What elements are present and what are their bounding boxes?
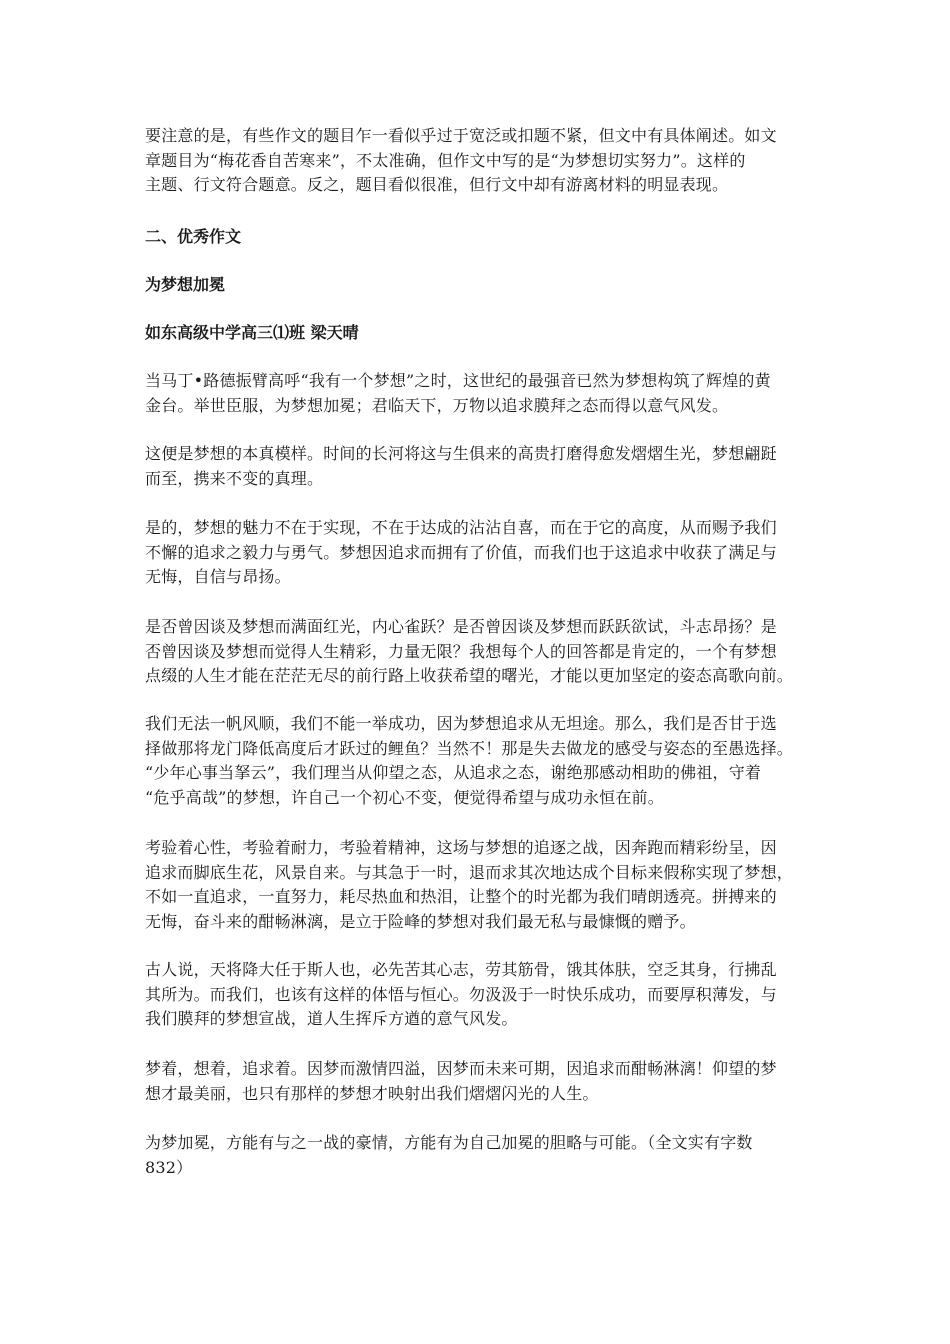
essay-paragraph-6 [145, 836, 815, 934]
text-line: 否曾因谈及梦想而觉得人生精彩，力量无限？我想每个人的回答都是肯定的，一个有梦想 [145, 641, 777, 661]
text-line: 是否曾因谈及梦想而满面红光，内心雀跃？是否曾因谈及梦想而跃跃欲试，斗志昂扬？是 [145, 617, 777, 636]
text-line: 金台。举世臣服，为梦想加冕；君临天下，万物以追求膜拜之态而得以意气风发。 [145, 395, 729, 415]
text-line: 这便是梦想的本真模样。时间的长河将这与生俱来的高贵打磨得愈发熠熠生光，梦想翩跹 [145, 444, 777, 463]
text-line: 其所为。而我们，也该有这样的体悟与恒心。勿汲汲于一时快乐成功，而要厚积薄发，与 [145, 984, 777, 1004]
essay-paragraph-3 [145, 516, 815, 590]
text-line: 主题、行文符合题意。反之，题目看似很准，但行文中却有游离材料的明显表现。 [145, 175, 729, 194]
text-line: 不懈的追求之毅力与勇气。梦想因追求而拥有了价值，而我们也于这追求中收获了满足与 [145, 542, 777, 562]
text-line: 无悔，奋斗来的酣畅淋漓，是立于险峰的梦想对我们最无私与最慷慨的赠予。 [145, 911, 696, 931]
essay-title: 为梦想加冕 [145, 275, 226, 294]
essay-paragraph-5 [145, 712, 815, 810]
text-line: 考验着心性，考验着耐力，考验着精神，这场与梦想的追逐之战，因奔跑而精彩纷呈，因 [145, 838, 777, 857]
text-line: 我们膜拜的梦想宣战，道人生挥斥方遒的意气风发。 [145, 1009, 518, 1028]
text-line: 无悔，自信与昂扬。 [145, 567, 291, 586]
essay-paragraph-4 [145, 615, 815, 689]
text-line: 章题目为“梅花香自苦寒来”，不太准确，但作文中写的是“为梦想切实努力”。这样的 [145, 150, 746, 170]
essay-paragraph-2 [145, 442, 815, 491]
text-line: 择做那将龙门降低高度后才跃过的鲤鱼？当然不！那是失去做龙的感受与姿态的至愚选择。 [145, 738, 794, 758]
essay-paragraph-9 [145, 1131, 815, 1180]
text-line: 当马丁•路德振臂高呼“我有一个梦想”之时，这世纪的最强音已然为梦想构筑了辉煌的黄 [145, 371, 771, 390]
text-line: 为梦加冕，方能有与之一战的豪情，方能有为自己加冕的胆略与可能。（全文实有字数 [145, 1133, 753, 1152]
text-line: “危乎高哉”的梦想，许自己一个初心不变，便觉得希望与成功永恒在前。 [145, 787, 664, 807]
intro-paragraph [145, 124, 815, 198]
essay-paragraph-1 [145, 369, 815, 418]
text-line: 要注意的是，有些作文的题目乍一看似乎过于宽泛或扣题不紧，但文中有具体阐述。如文 [145, 126, 777, 145]
author-line: 如东高级中学高三⑴班 梁天晴 [145, 323, 359, 342]
text-line: 不如一直追求，一直努力，耗尽热血和热泪，让整个的时光都为我们晴朗透亮。拼搏来的 [145, 887, 777, 906]
text-line: “少年心事当拏云”，我们理当从仰望之态，从追求之态，谢绝那感动相助的佛祖，守着 [145, 763, 762, 782]
text-line: 梦着，想着，追求着。因梦而激情四溢，因梦而未来可期，因追求而酣畅淋漓！仰望的梦 [145, 1059, 777, 1078]
essay-paragraph-8 [145, 1057, 815, 1106]
text-line: 而至，携来不变的真理。 [145, 468, 324, 488]
text-line: 古人说，天将降大任于斯人也，必先苦其心志，劳其筋骨，饿其体肤，空乏其身，行拂乱 [145, 960, 777, 979]
text-line: 追求而脚底生花，风景自来。与其急于一时，退而求其次地达成个目标来假称实现了梦想， [145, 862, 794, 882]
text-line: 我们无法一帆风顺，我们不能一举成功，因为梦想追求从无坦途。那么，我们是否甘于选 [145, 714, 777, 733]
essay-paragraph-7 [145, 958, 815, 1032]
text-line: 点缀的人生才能在茫茫无尽的前行路上收获希望的曙光，才能以更加坚定的姿态高歌向前。 [145, 666, 794, 685]
text-line: 想才最美丽，也只有那样的梦想才映射出我们熠熠闪光的人生。 [145, 1083, 599, 1103]
text-line: 832） [145, 1157, 193, 1177]
text-line: 是的，梦想的魅力不在于实现，不在于达成的沾沾自喜，而在于它的高度，从而赐予我们 [145, 518, 777, 537]
section-heading: 二、优秀作文 [145, 227, 242, 246]
